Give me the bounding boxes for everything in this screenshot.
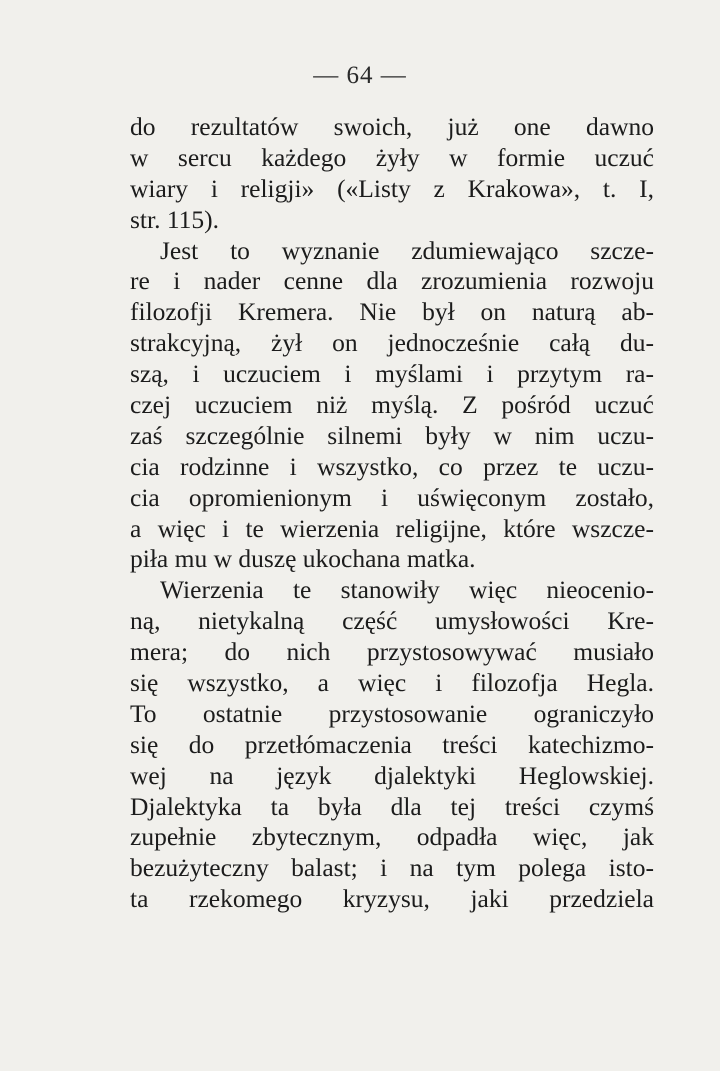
text-line: Djalektyka ta była dla tej treści czymś (130, 791, 654, 821)
paragraph-3 (130, 575, 654, 915)
text-line: wej na język djalektyki Heglowskiej. (130, 760, 654, 790)
text-line: zaś szczególnie silnemi były w nim uczu- (130, 420, 654, 450)
text-line: się do przetłómaczenia treści katechizmo- (130, 729, 654, 759)
text-line: str. 115). (130, 204, 220, 234)
text-line: bezużyteczny balast; i na tym polega isto- (130, 853, 654, 883)
text-line: zupełnie zbytecznym, odpadła więc, jak (130, 822, 654, 852)
paragraph-2 (130, 236, 654, 576)
text-line: re i nader cenne dla zrozumienia rozwoju (130, 266, 654, 296)
paragraph-1 (130, 112, 654, 236)
text-line: mera; do nich przystosowywać musiało (130, 637, 654, 667)
text-line: To ostatnie przystosowanie ograniczyło (130, 698, 654, 728)
body-text (130, 112, 654, 915)
text-line: Jest to wyznanie zdumiewająco szcze- (160, 235, 654, 265)
text-line: filozofji Kremera. Nie był on naturą ab- (130, 297, 654, 327)
text-line: się wszystko, a więc i filozofja Hegla. (130, 668, 654, 698)
page-number: — 64 — (313, 62, 407, 89)
text-line: w sercu każdego żyły w formie uczuć (130, 142, 654, 172)
text-line: a więc i te wierzenia religijne, które wszcze- (130, 513, 654, 543)
text-line: szą, i uczuciem i myślami i przytym ra- (130, 359, 654, 389)
text-line: cia opromienionym i uświęconym zostało, (130, 482, 654, 512)
text-line: strakcyjną, żył on jednocześnie całą du- (130, 328, 654, 358)
text-line: Wierzenia te stanowiły więc nieocenio- (160, 575, 654, 605)
text-line: wiary i religji» («Listy z Krakowa», t. I, (130, 173, 654, 203)
text-line: piła mu w duszę ukochana matka. (130, 544, 476, 574)
text-line: ną, nietykalną część umysłowości Kre- (130, 606, 654, 636)
text-line: czej uczuciem niż myślą. Z pośród uczuć (130, 390, 654, 420)
text-line: do rezultatów swoich, już one dawno (130, 112, 654, 141)
text-line: cia rodzinne i wszystko, co przez te uczu- (130, 451, 654, 481)
text-line: ta rzekomego kryzysu, jaki przedziela (130, 884, 654, 914)
